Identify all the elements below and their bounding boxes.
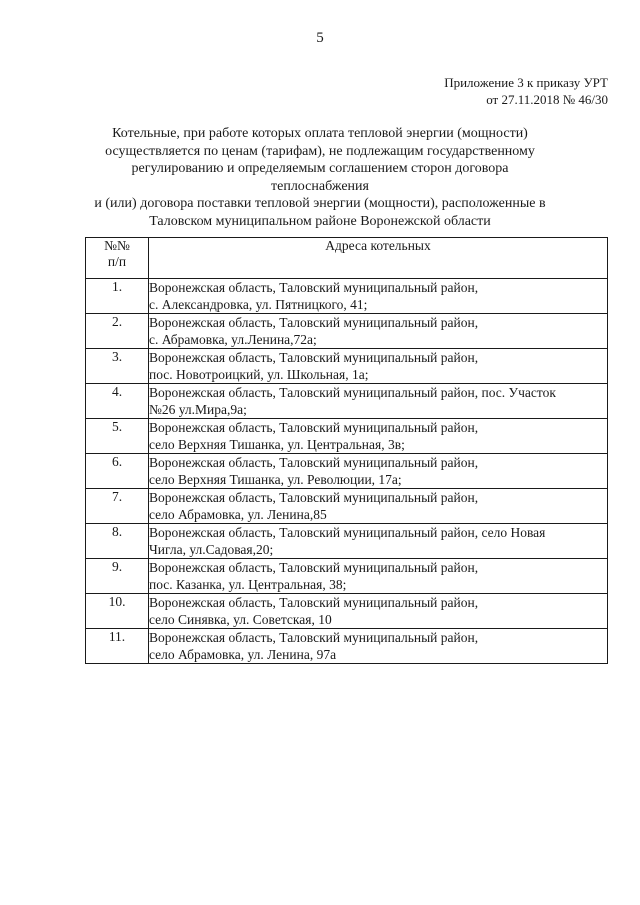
row-address (149, 559, 608, 594)
row-address (149, 629, 608, 664)
address-line: пос. Новотроицкий, ул. Школьная, 1а; (149, 367, 369, 382)
address-line: село Синявка, ул. Советская, 10 (149, 612, 332, 627)
row-number: 2. (86, 314, 149, 349)
table-row (86, 489, 608, 524)
row-address (149, 349, 608, 384)
address-line: №26 ул.Мира,9а; (149, 402, 247, 417)
address-line: село Верхняя Тишанка, ул. Центральная, 3в; (149, 437, 405, 452)
address-line: Воронежская область, Таловский муниципальный район, (149, 315, 479, 330)
address-line: Воронежская область, Таловский муниципальный район, (149, 420, 479, 435)
table-row (86, 454, 608, 489)
row-address (149, 524, 608, 559)
page-number: 5 (316, 30, 324, 46)
row-number: 8. (86, 524, 149, 559)
table-row (86, 384, 608, 419)
address-line: пос. Казанка, ул. Центральная, 38; (149, 577, 347, 592)
boiler-address-table (85, 237, 608, 664)
row-number: 3. (86, 349, 149, 384)
row-address (149, 314, 608, 349)
row-number: 10. (86, 594, 149, 629)
header-address: Адреса котельных (149, 238, 608, 279)
row-address (149, 419, 608, 454)
header-number-line-2: п/п (107, 254, 127, 269)
address-line: Воронежская область, Таловский муниципальный район, село Новая (149, 525, 546, 540)
address-line: Воронежская область, Таловский муниципальный район, (149, 630, 479, 645)
row-address (149, 279, 608, 314)
title-line-2: осуществляется по ценам (тарифам), не подлежащим государственному (105, 143, 535, 159)
address-line: Воронежская область, Таловский муниципальный район, (149, 560, 479, 575)
document-title (90, 125, 550, 230)
appendix-line-2: от 27.11.2018 № 46/30 (486, 92, 608, 107)
address-line: Воронежская область, Таловский муниципальный район, (149, 595, 479, 610)
table-row (86, 314, 608, 349)
title-line-1: Котельные, при работе которых оплата тепловой энергии (мощности) (112, 126, 528, 141)
row-address (149, 454, 608, 489)
table-header-row (86, 238, 608, 279)
row-number: 11. (86, 629, 149, 664)
appendix-reference (444, 74, 608, 108)
address-line: село Абрамовка, ул. Ленина,85 (149, 507, 327, 522)
table-row (86, 419, 608, 454)
address-line: село Абрамовка, ул. Ленина, 97а (149, 647, 337, 662)
table-row (86, 559, 608, 594)
table-row (86, 594, 608, 629)
table-row (86, 524, 608, 559)
title-line-5: Таловском муниципальном районе Воронежской области (149, 213, 491, 229)
title-line-4: и (или) договора поставки тепловой энергии (мощности), расположенные в (94, 196, 546, 211)
row-number: 6. (86, 454, 149, 489)
address-line: Воронежская область, Таловский муниципальный район, (149, 490, 479, 505)
row-number: 9. (86, 559, 149, 594)
table-row (86, 629, 608, 664)
row-number: 1. (86, 279, 149, 314)
address-line: с. Александровка, ул. Пятницкого, 41; (149, 297, 368, 312)
row-number: 4. (86, 384, 149, 419)
row-number: 7. (86, 489, 149, 524)
row-address (149, 384, 608, 419)
row-address (149, 489, 608, 524)
table-row (86, 279, 608, 314)
address-line: с. Абрамовка, ул.Ленина,72а; (149, 332, 317, 347)
address-line: село Верхняя Тишанка, ул. Революции, 17а; (149, 472, 402, 487)
table-row (86, 349, 608, 384)
appendix-line-1: Приложение 3 к приказу УРТ (444, 75, 608, 90)
title-line-3: регулированию и определяемым соглашением сторон договора теплоснабжения (131, 161, 509, 194)
address-line: Воронежская область, Таловский муниципальный район, (149, 350, 479, 365)
address-line: Воронежская область, Таловский муниципальный район, (149, 455, 479, 470)
address-line: Чигла, ул.Садовая,20; (149, 542, 274, 557)
row-address (149, 594, 608, 629)
header-number-line-1: №№ (104, 238, 130, 253)
header-number (86, 238, 149, 279)
address-line: Воронежская область, Таловский муниципальный район, (149, 280, 479, 295)
row-number: 5. (86, 419, 149, 454)
address-line: Воронежская область, Таловский муниципальный район, пос. Участок (149, 385, 556, 400)
